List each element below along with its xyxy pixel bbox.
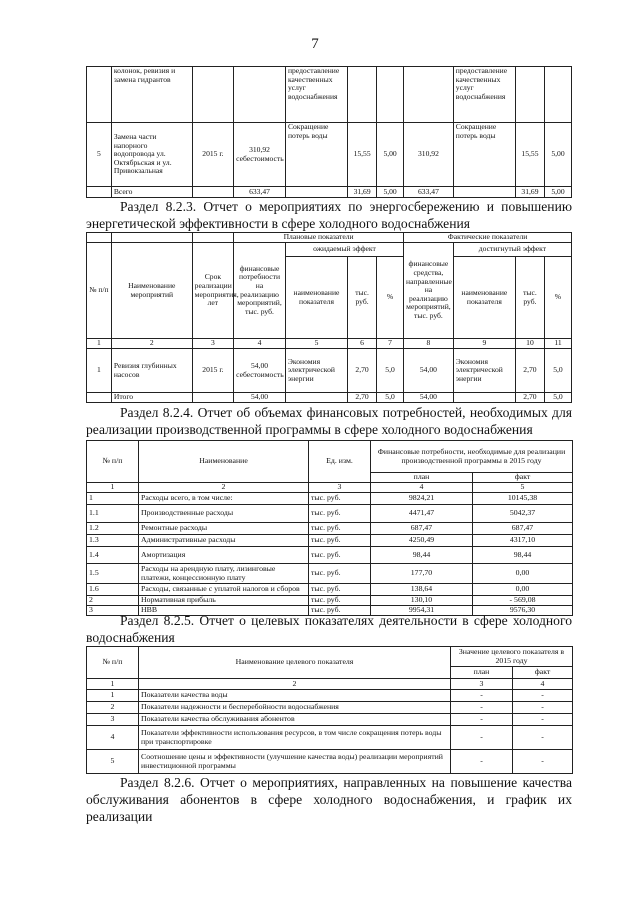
cell-unit: тыс. руб. — [309, 584, 371, 596]
cell-fact: 98,44 — [473, 547, 573, 564]
cell-num: 2 — [87, 702, 139, 714]
header-fact: факт — [473, 473, 573, 483]
section-heading-8-2-5 — [86, 612, 572, 646]
cell-fact: - — [513, 750, 573, 774]
cell-total-label: Всего — [111, 187, 192, 198]
cell-value: 31,69 — [348, 187, 377, 198]
header-fin-fact: финансовые средства, направленные на реализацию мероприятий, тыс. руб. — [404, 243, 454, 339]
section-title: Отчет о мероприятиях по энергосбережению и повышению энергетической эффективности в сфере холодного водоснабжения — [86, 199, 572, 231]
column-number: 1 — [87, 339, 112, 349]
cell-num: 1.5 — [87, 564, 139, 584]
cell-fact: 10145,38 — [473, 493, 573, 505]
cell-fact: 5042,37 — [473, 505, 573, 523]
cell-fact: 0,00 — [473, 564, 573, 584]
cell-unit: тыс. руб. — [309, 606, 371, 616]
header-fin-plan: финансовые потребности на реализацию мероприятий, тыс. руб. — [234, 243, 286, 339]
cell-fact: - — [513, 726, 573, 750]
section-heading-8-2-3 — [86, 198, 572, 232]
table-row — [87, 123, 572, 187]
cell-num: 1.4 — [87, 547, 139, 564]
table-row — [87, 726, 573, 750]
cell-num: 4 — [87, 726, 139, 750]
column-number: 9 — [453, 339, 515, 349]
cell-num: 5 — [87, 123, 112, 187]
cell-fin: 54,00 себестоимость — [234, 349, 286, 393]
cell-effect: Экономия электрической энергии — [453, 349, 515, 393]
cell-term: 2015 г. — [192, 349, 233, 393]
cell-effect: Экономия электрической энергии — [285, 349, 347, 393]
column-number: 4 — [371, 483, 473, 493]
cell-num: 1.1 — [87, 505, 139, 523]
column-number: 4 — [234, 339, 286, 349]
cell-value: 15,55 — [348, 123, 377, 187]
cell-value: 2,70 — [515, 349, 544, 393]
cell-fact: 0,00 — [473, 584, 573, 596]
header-term: Срок реализации мероприятия, лет — [192, 243, 233, 339]
cell-name: Расходы всего, в том числе: — [139, 493, 309, 505]
header-plan: Плановые показатели — [234, 233, 404, 243]
cell-percent: 5,0 — [544, 349, 571, 393]
column-number: 6 — [348, 339, 377, 349]
column-number: 3 — [451, 679, 513, 690]
column-numbers-row — [87, 339, 572, 349]
column-number: 10 — [515, 339, 544, 349]
cell-plan: - — [451, 714, 513, 726]
cell-percent: 5,00 — [544, 187, 571, 198]
header-fin-needs: Финансовые потребности, необходимые для реализации производственной программы в 2015 году — [371, 441, 573, 473]
cell-num: 1.3 — [87, 535, 139, 547]
header-plan: план — [371, 473, 473, 483]
table-row — [87, 493, 573, 505]
cell-effect: предоставление качественных услуг водоснабжения — [285, 67, 347, 123]
header-fact: Фактические показатели — [404, 233, 572, 243]
cell-name: Расходы на арендную плату, лизинговые платежи, концессионную плату — [139, 564, 309, 584]
section-heading-8-2-6 — [86, 774, 572, 825]
header-indicator-name: наименование показателя — [285, 257, 347, 339]
section-number: Раздел 8.2.3. — [120, 199, 197, 214]
table-row — [87, 505, 573, 523]
cell-total-label: Итого — [111, 393, 192, 403]
cell-fin: 633,47 — [234, 187, 286, 198]
cell-num: 1.2 — [87, 523, 139, 535]
table-row — [87, 690, 573, 702]
column-number: 5 — [285, 339, 347, 349]
cell-plan: 98,44 — [371, 547, 473, 564]
cell-plan: - — [451, 726, 513, 750]
section-number: Раздел 8.2.5. — [120, 613, 195, 628]
cell-unit: тыс. руб. — [309, 535, 371, 547]
cell-effect: Сокращение потерь воды — [285, 123, 347, 187]
header-fact: факт — [513, 667, 573, 679]
header-unit: Ед. изм. — [309, 441, 371, 483]
table-row — [87, 67, 572, 123]
table-8-2-2-continuation — [86, 66, 572, 198]
cell-num: 3 — [87, 606, 139, 616]
cell-name: НВВ — [139, 606, 309, 616]
table-row — [87, 714, 573, 726]
table-8-2-4 — [86, 440, 573, 616]
cell-unit: тыс. руб. — [309, 523, 371, 535]
column-number: 2 — [139, 483, 309, 493]
cell-name: колонок, ревизия и замена гидрантов — [111, 67, 192, 123]
column-number: 2 — [111, 339, 192, 349]
cell-plan: 4250,49 — [371, 535, 473, 547]
total-row — [87, 187, 572, 198]
section-title: Отчет о мероприятиях, направленных на повышение качества обслуживания абонентов в сфере холодного водоснабжения, и график их реализации — [86, 775, 572, 824]
cell-plan: 130,10 — [371, 596, 473, 606]
column-number: 3 — [192, 339, 233, 349]
header-expected-effect: ожидаемый эффект — [285, 243, 403, 257]
cell-fact: - — [513, 702, 573, 714]
column-number: 7 — [377, 339, 404, 349]
cell-name: Амортизация — [139, 547, 309, 564]
cell-fin: 54,00 — [404, 393, 454, 403]
cell-plan: 177,70 — [371, 564, 473, 584]
cell-name: Административные расходы — [139, 535, 309, 547]
cell-term: 2015 г. — [192, 123, 233, 187]
header-num: № п/п — [87, 647, 139, 679]
table-row — [87, 535, 573, 547]
header-plan: план — [451, 667, 513, 679]
cell-fin: 310,92 — [404, 123, 454, 187]
header-trub: тыс. руб. — [515, 257, 544, 339]
cell-name: Нормативная прибыль — [139, 596, 309, 606]
section-heading-8-2-4 — [86, 404, 572, 438]
cell-name: Ревизия глубинных насосов — [111, 349, 192, 393]
column-numbers-row — [87, 679, 573, 690]
cell-num: 1 — [87, 349, 112, 393]
header-percent: % — [544, 257, 571, 339]
cell-num: 1 — [87, 493, 139, 505]
cell-effect: предоставление качественных услуг водоснабжения — [453, 67, 515, 123]
table-row — [87, 564, 573, 584]
cell-fin: 633,47 — [404, 187, 454, 198]
cell-name: Показатели качества обслуживания абонентов — [139, 714, 451, 726]
cell-name: Показатели качества воды — [139, 690, 451, 702]
table-8-2-5 — [86, 646, 573, 774]
cell-value: 2,70 — [348, 393, 377, 403]
cell-plan: 687,47 — [371, 523, 473, 535]
cell-fact: - — [513, 690, 573, 702]
section-title: Отчет о целевых показателях деятельности в сфере холодного водоснабжения — [86, 613, 572, 645]
cell-plan: - — [451, 702, 513, 714]
table-row — [87, 702, 573, 714]
cell-percent: 5,0 — [377, 349, 404, 393]
header-name: Наименование мероприятий — [111, 243, 192, 339]
column-numbers-row — [87, 483, 573, 493]
cell-fact: 4317,10 — [473, 535, 573, 547]
cell-percent: 5,00 — [544, 123, 571, 187]
header-percent: % — [377, 257, 404, 339]
cell-unit: тыс. руб. — [309, 493, 371, 505]
cell-name: Расходы, связанные с уплатой налогов и сборов — [139, 584, 309, 596]
column-number: 1 — [87, 679, 139, 690]
column-number: 4 — [513, 679, 573, 690]
section-number: Раздел 8.2.6. — [120, 775, 195, 790]
table-row — [87, 349, 572, 393]
header-indicator-name: наименование показателя — [453, 257, 515, 339]
table-row — [87, 584, 573, 596]
header-achieved-effect: достигнутый эффект — [453, 243, 571, 257]
header-value: Значение целевого показателя в 2015 году — [451, 647, 573, 667]
cell-plan: 9824,21 — [371, 493, 473, 505]
table-8-2-3 — [86, 232, 572, 403]
cell-plan: - — [451, 750, 513, 774]
cell-percent: 5,0 — [377, 393, 404, 403]
cell-num: 1 — [87, 690, 139, 702]
cell-percent: 5,0 — [544, 393, 571, 403]
column-number: 3 — [309, 483, 371, 493]
cell-plan: 9954,31 — [371, 606, 473, 616]
cell-fin: 54,00 — [404, 349, 454, 393]
cell-num: 2 — [87, 596, 139, 606]
cell-value: 2,70 — [515, 393, 544, 403]
cell-fact: - 569,08 — [473, 596, 573, 606]
cell-fact: 687,47 — [473, 523, 573, 535]
header-name: Наименование — [139, 441, 309, 483]
header-num: № п/п — [87, 243, 112, 339]
table-row — [87, 596, 573, 606]
cell-num: 3 — [87, 714, 139, 726]
cell-name: Показатели эффективности использования ресурсов, в том числе сокращения потерь воды при транспортировке — [139, 726, 451, 750]
header-trub: тыс. руб. — [348, 257, 377, 339]
cell-name: Соотношение цены и эффективности (улучшение качества воды) реализации мероприятий инвестиционной программы — [139, 750, 451, 774]
table-row — [87, 547, 573, 564]
cell-unit: тыс. руб. — [309, 564, 371, 584]
cell-unit: тыс. руб. — [309, 547, 371, 564]
cell-percent: 5,00 — [377, 123, 404, 187]
cell-unit: тыс. руб. — [309, 596, 371, 606]
cell-fin: 54,00 — [234, 393, 286, 403]
page-number: 7 — [311, 36, 319, 52]
column-number: 5 — [473, 483, 573, 493]
column-number: 1 — [87, 483, 139, 493]
column-number: 2 — [139, 679, 451, 690]
cell-fin: 310,92 себестоимость — [234, 123, 286, 187]
header-num: № п/п — [87, 441, 139, 483]
header-name: Наименование целевого показателя — [139, 647, 451, 679]
cell-name: Замена части напорного водопровода ул. Октябрьская и ул. Привокзальная — [111, 123, 192, 187]
cell-value: 15,55 — [515, 123, 544, 187]
column-number: 8 — [404, 339, 454, 349]
cell-num: 5 — [87, 750, 139, 774]
cell-plan: 4471,47 — [371, 505, 473, 523]
section-title: Отчет об объемах финансовых потребностей, необходимых для реализации производственной программы в сфере холодного водоснабжения — [86, 405, 573, 437]
total-row — [87, 393, 572, 403]
table-row — [87, 750, 573, 774]
cell-percent: 5,00 — [377, 187, 404, 198]
cell-value: 2,70 — [348, 349, 377, 393]
cell-plan: - — [451, 690, 513, 702]
cell-fact: 9576,30 — [473, 606, 573, 616]
cell-name: Показатели надежности и бесперебойности водоснабжения — [139, 702, 451, 714]
section-number: Раздел 8.2.4. — [120, 405, 194, 420]
cell-fact: - — [513, 714, 573, 726]
cell-num: 1.6 — [87, 584, 139, 596]
table-row — [87, 523, 573, 535]
cell-name: Ремонтные расходы — [139, 523, 309, 535]
cell-name: Производственные расходы — [139, 505, 309, 523]
cell-value: 31,69 — [515, 187, 544, 198]
cell-effect: Сокращение потерь воды — [453, 123, 515, 187]
cell-plan: 138,64 — [371, 584, 473, 596]
column-number: 11 — [544, 339, 571, 349]
cell-unit: тыс. руб. — [309, 505, 371, 523]
